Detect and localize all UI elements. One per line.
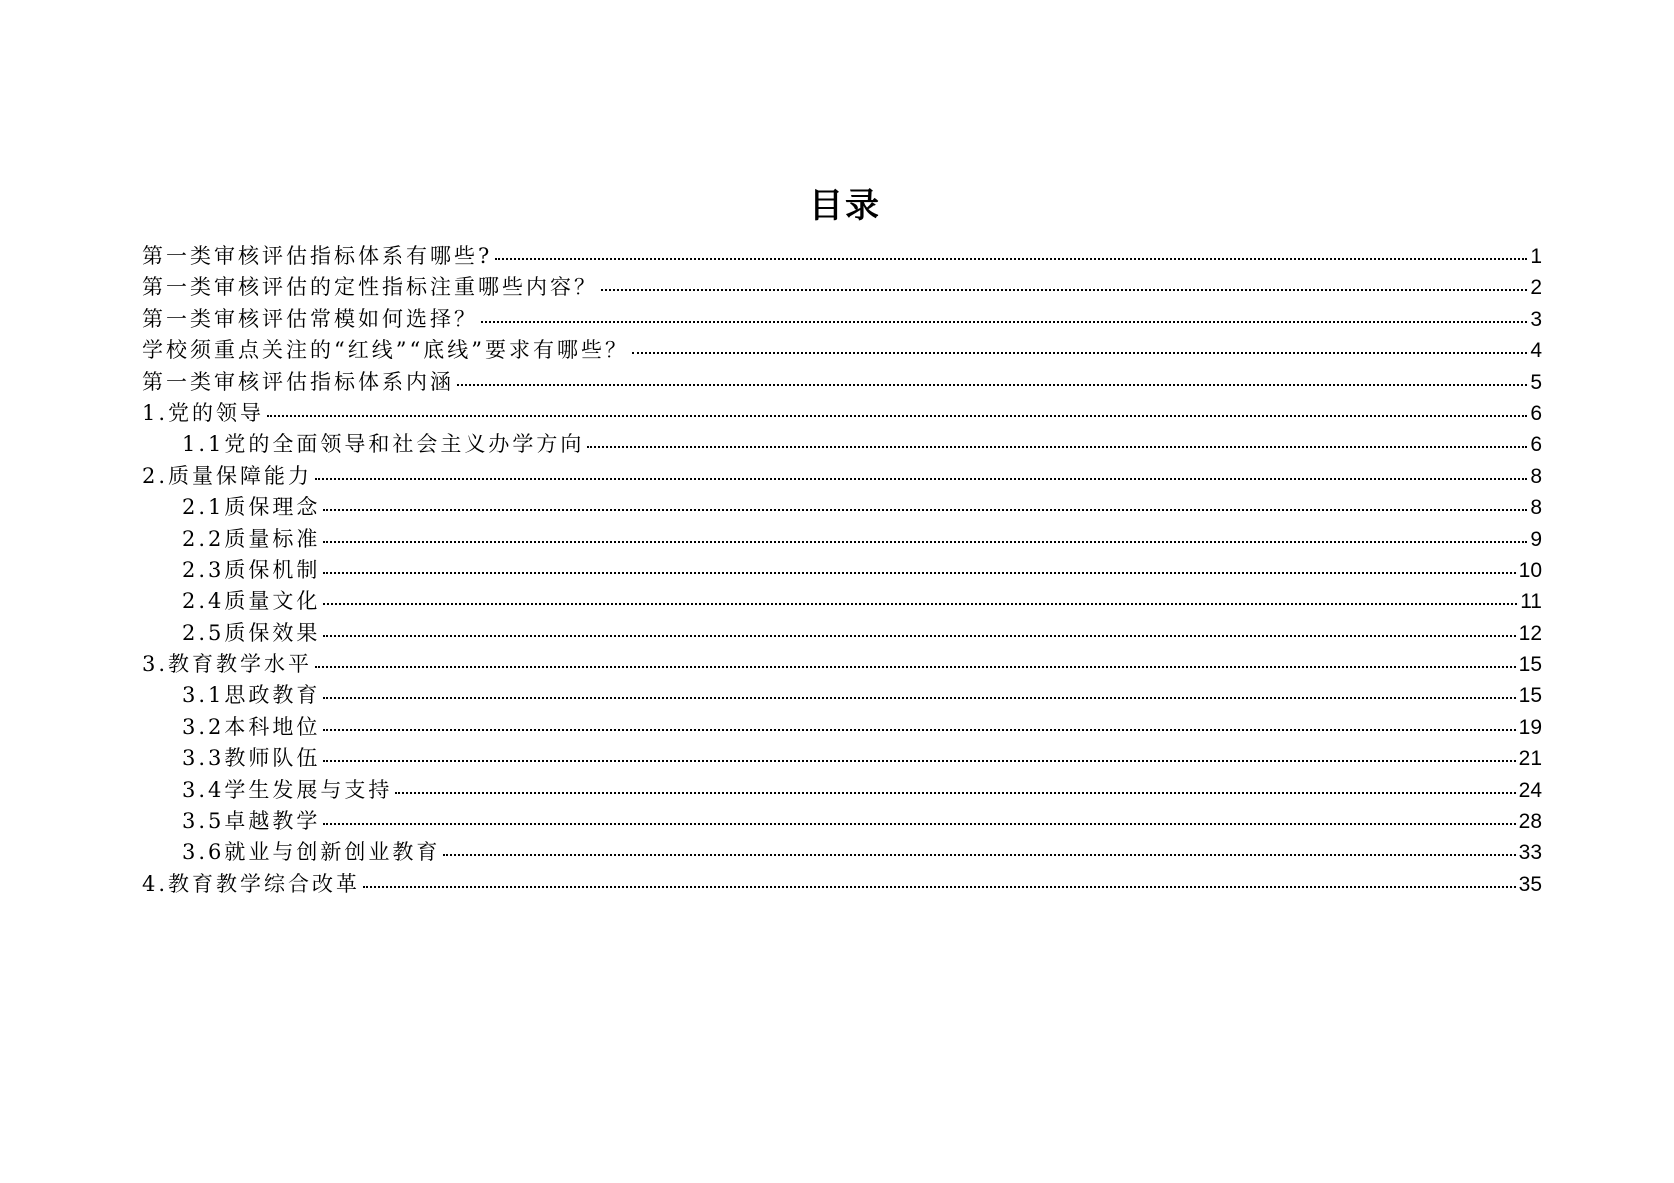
page-title: 目录: [809, 186, 881, 226]
toc-entry-page-number: 11: [1520, 590, 1542, 614]
dot-leader: [323, 760, 1515, 762]
toc-entry-page-number: 2: [1530, 276, 1542, 300]
toc-entry-label: 3.4学生发展与支持: [182, 777, 393, 802]
toc-entry-label: 3.3教师队伍: [182, 746, 321, 771]
toc-entry-label: 1.1党的全面领导和社会主义办学方向: [182, 432, 585, 457]
toc-entry-label: 3.教育教学水平: [142, 652, 313, 677]
dot-leader: [315, 478, 1527, 480]
toc-entry-label: 3.2本科地位: [182, 714, 321, 739]
dot-leader: [323, 541, 1527, 543]
toc-entry-label: 第一类审核评估指标体系内涵: [142, 369, 454, 394]
toc-entry[interactable]: [142, 774, 1542, 805]
toc-entry-label: 2.2质量标准: [182, 526, 321, 551]
toc-entry-page-number: 1: [1530, 245, 1542, 268]
toc-entry[interactable]: [142, 805, 1542, 836]
toc-entry-page-number: 35: [1518, 872, 1542, 896]
toc-entry-page-number: 10: [1518, 558, 1542, 582]
dot-leader: [457, 384, 1527, 386]
toc-entry[interactable]: [142, 428, 1542, 459]
toc-entry-page-number: 33: [1518, 841, 1542, 865]
toc-entry-page-number: 19: [1518, 715, 1542, 739]
toc-entry-label: 3.6就业与创新创业教育: [182, 840, 441, 865]
dot-leader: [323, 572, 1515, 574]
dot-leader: [315, 666, 1516, 668]
toc-entry-label: 第一类审核评估指标体系有哪些?: [142, 244, 493, 268]
dot-leader: [323, 729, 1515, 731]
toc-entry-page-number: 12: [1518, 621, 1542, 645]
toc-entry-page-number: 8: [1530, 464, 1542, 488]
toc-entry[interactable]: [142, 679, 1542, 710]
dot-leader: [363, 886, 1516, 888]
dot-leader: [632, 352, 1527, 354]
toc-entry-label: 2.3质保机制: [182, 557, 321, 582]
toc-entry[interactable]: [142, 523, 1542, 554]
dot-leader: [323, 635, 1515, 637]
toc-entry-page-number: 28: [1518, 810, 1542, 834]
toc-entry[interactable]: [142, 491, 1542, 522]
toc-entry-page-number: 6: [1530, 433, 1542, 457]
toc-entry[interactable]: [142, 366, 1542, 397]
toc-entry-page-number: 15: [1518, 653, 1542, 677]
toc-entry-label: 3.1思政教育: [182, 683, 321, 708]
toc-entry[interactable]: [142, 554, 1542, 585]
table-of-contents: [142, 240, 1542, 899]
toc-entry-label: 2.质量保障能力: [142, 463, 313, 488]
dot-leader: [267, 415, 1527, 417]
toc-entry[interactable]: [142, 271, 1542, 302]
toc-entry[interactable]: [142, 648, 1542, 679]
toc-entry-label: 2.5质保效果: [182, 620, 321, 645]
dot-leader: [443, 854, 1515, 856]
toc-entry-label: 2.1质保理念: [182, 495, 321, 520]
toc-entry-page-number: 15: [1518, 684, 1542, 708]
toc-entry-page-number: 5: [1530, 370, 1542, 394]
toc-entry[interactable]: [142, 617, 1542, 648]
dot-leader: [323, 697, 1515, 699]
dot-leader: [481, 321, 1527, 323]
toc-entry-label: 第一类审核评估常模如何选择？: [142, 306, 478, 331]
toc-entry-label: 第一类审核评估的定性指标注重哪些内容？: [142, 275, 598, 300]
toc-entry[interactable]: [142, 836, 1542, 867]
dot-leader: [323, 509, 1527, 511]
dot-leader: [587, 446, 1527, 448]
dot-leader: [323, 603, 1517, 605]
toc-entry-page-number: 24: [1518, 778, 1542, 802]
toc-entry[interactable]: [142, 397, 1542, 428]
toc-entry-page-number: 9: [1530, 527, 1542, 551]
dot-leader: [495, 258, 1527, 260]
toc-entry-label: 3.5卓越教学: [182, 809, 321, 834]
toc-entry[interactable]: [142, 742, 1542, 773]
toc-entry-page-number: 6: [1530, 401, 1542, 425]
toc-entry-label: 4.教育教学综合改革: [142, 871, 361, 896]
toc-entry[interactable]: [142, 460, 1542, 491]
toc-entry[interactable]: [142, 303, 1542, 334]
toc-entry-label: 学校须重点关注的“红线”“底线”要求有哪些？: [142, 338, 629, 363]
dot-leader: [395, 792, 1515, 794]
toc-entry-page-number: 8: [1530, 496, 1542, 520]
toc-entry[interactable]: [142, 240, 1542, 271]
toc-entry[interactable]: [142, 334, 1542, 365]
dot-leader: [323, 823, 1515, 825]
toc-entry-page-number: 3: [1530, 307, 1542, 331]
toc-entry-page-number: 21: [1518, 747, 1542, 771]
toc-entry-label: 1.党的领导: [142, 400, 265, 425]
toc-entry[interactable]: [142, 868, 1542, 899]
toc-entry[interactable]: [142, 585, 1542, 616]
dot-leader: [601, 289, 1527, 291]
toc-entry-page-number: 4: [1530, 339, 1542, 363]
toc-entry[interactable]: [142, 711, 1542, 742]
toc-entry-label: 2.4质量文化: [182, 589, 321, 614]
